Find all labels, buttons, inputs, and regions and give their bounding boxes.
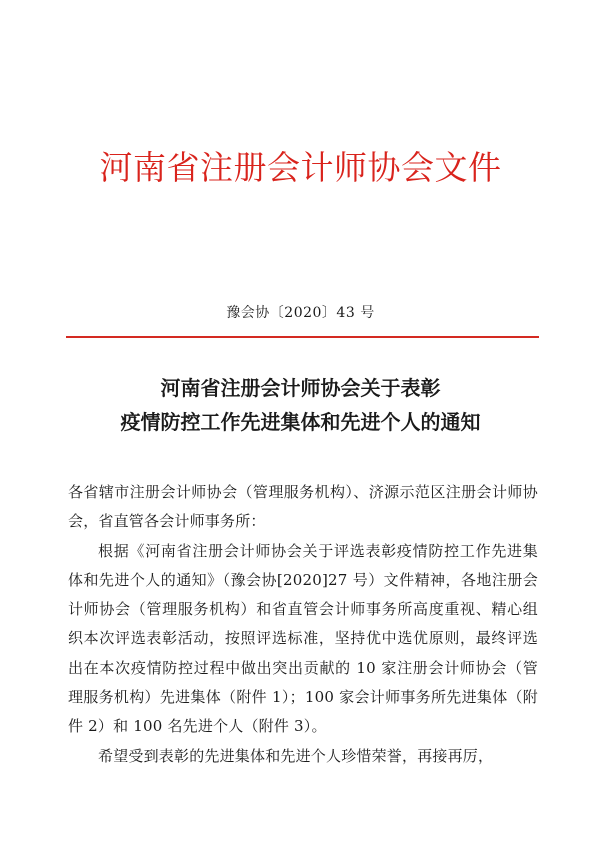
salutation: 各省辖市注册会计师协会（管理服务机构）、济源示范区注册会计师协会，省直管各会计师事务所： bbox=[68, 483, 538, 531]
org-title: 河南省注册会计师协会文件 bbox=[99, 148, 502, 187]
body-paragraph-2: 希望受到表彰的先进集体和先进个人珍惜荣誉，再接再厉， bbox=[98, 746, 494, 765]
notice-title-line-1: 河南省注册会计师协会关于表彰 bbox=[160, 376, 441, 400]
red-divider bbox=[66, 336, 539, 338]
document-number: 豫会协〔2020〕43 号 bbox=[226, 305, 375, 321]
body-paragraph-1: 根据《河南省注册会计师协会关于评选表彰疫情防控工作先进集体和先进个人的通知》（豫会协[2020]27 号）文件精神，各地注册会计师协会（管理服务机构）和省直管会计师事务所高度重视、精心组织本次评选表彰活动，按照评选标准，坚持优中选优原则，最终评选出在本次疫情防控过程中做出突出贡献的 10 家注册会计师协会（管理服务机构）先进集体（附件 1）；100 家会计师事务所先进集体（附件 2）和 100 名先进个人（附件 3）。 bbox=[68, 541, 538, 736]
notice-title-line-2: 疫情防控工作先进集体和先进个人的通知 bbox=[120, 410, 481, 434]
notice-title bbox=[0, 371, 601, 439]
notice-body bbox=[68, 478, 538, 771]
